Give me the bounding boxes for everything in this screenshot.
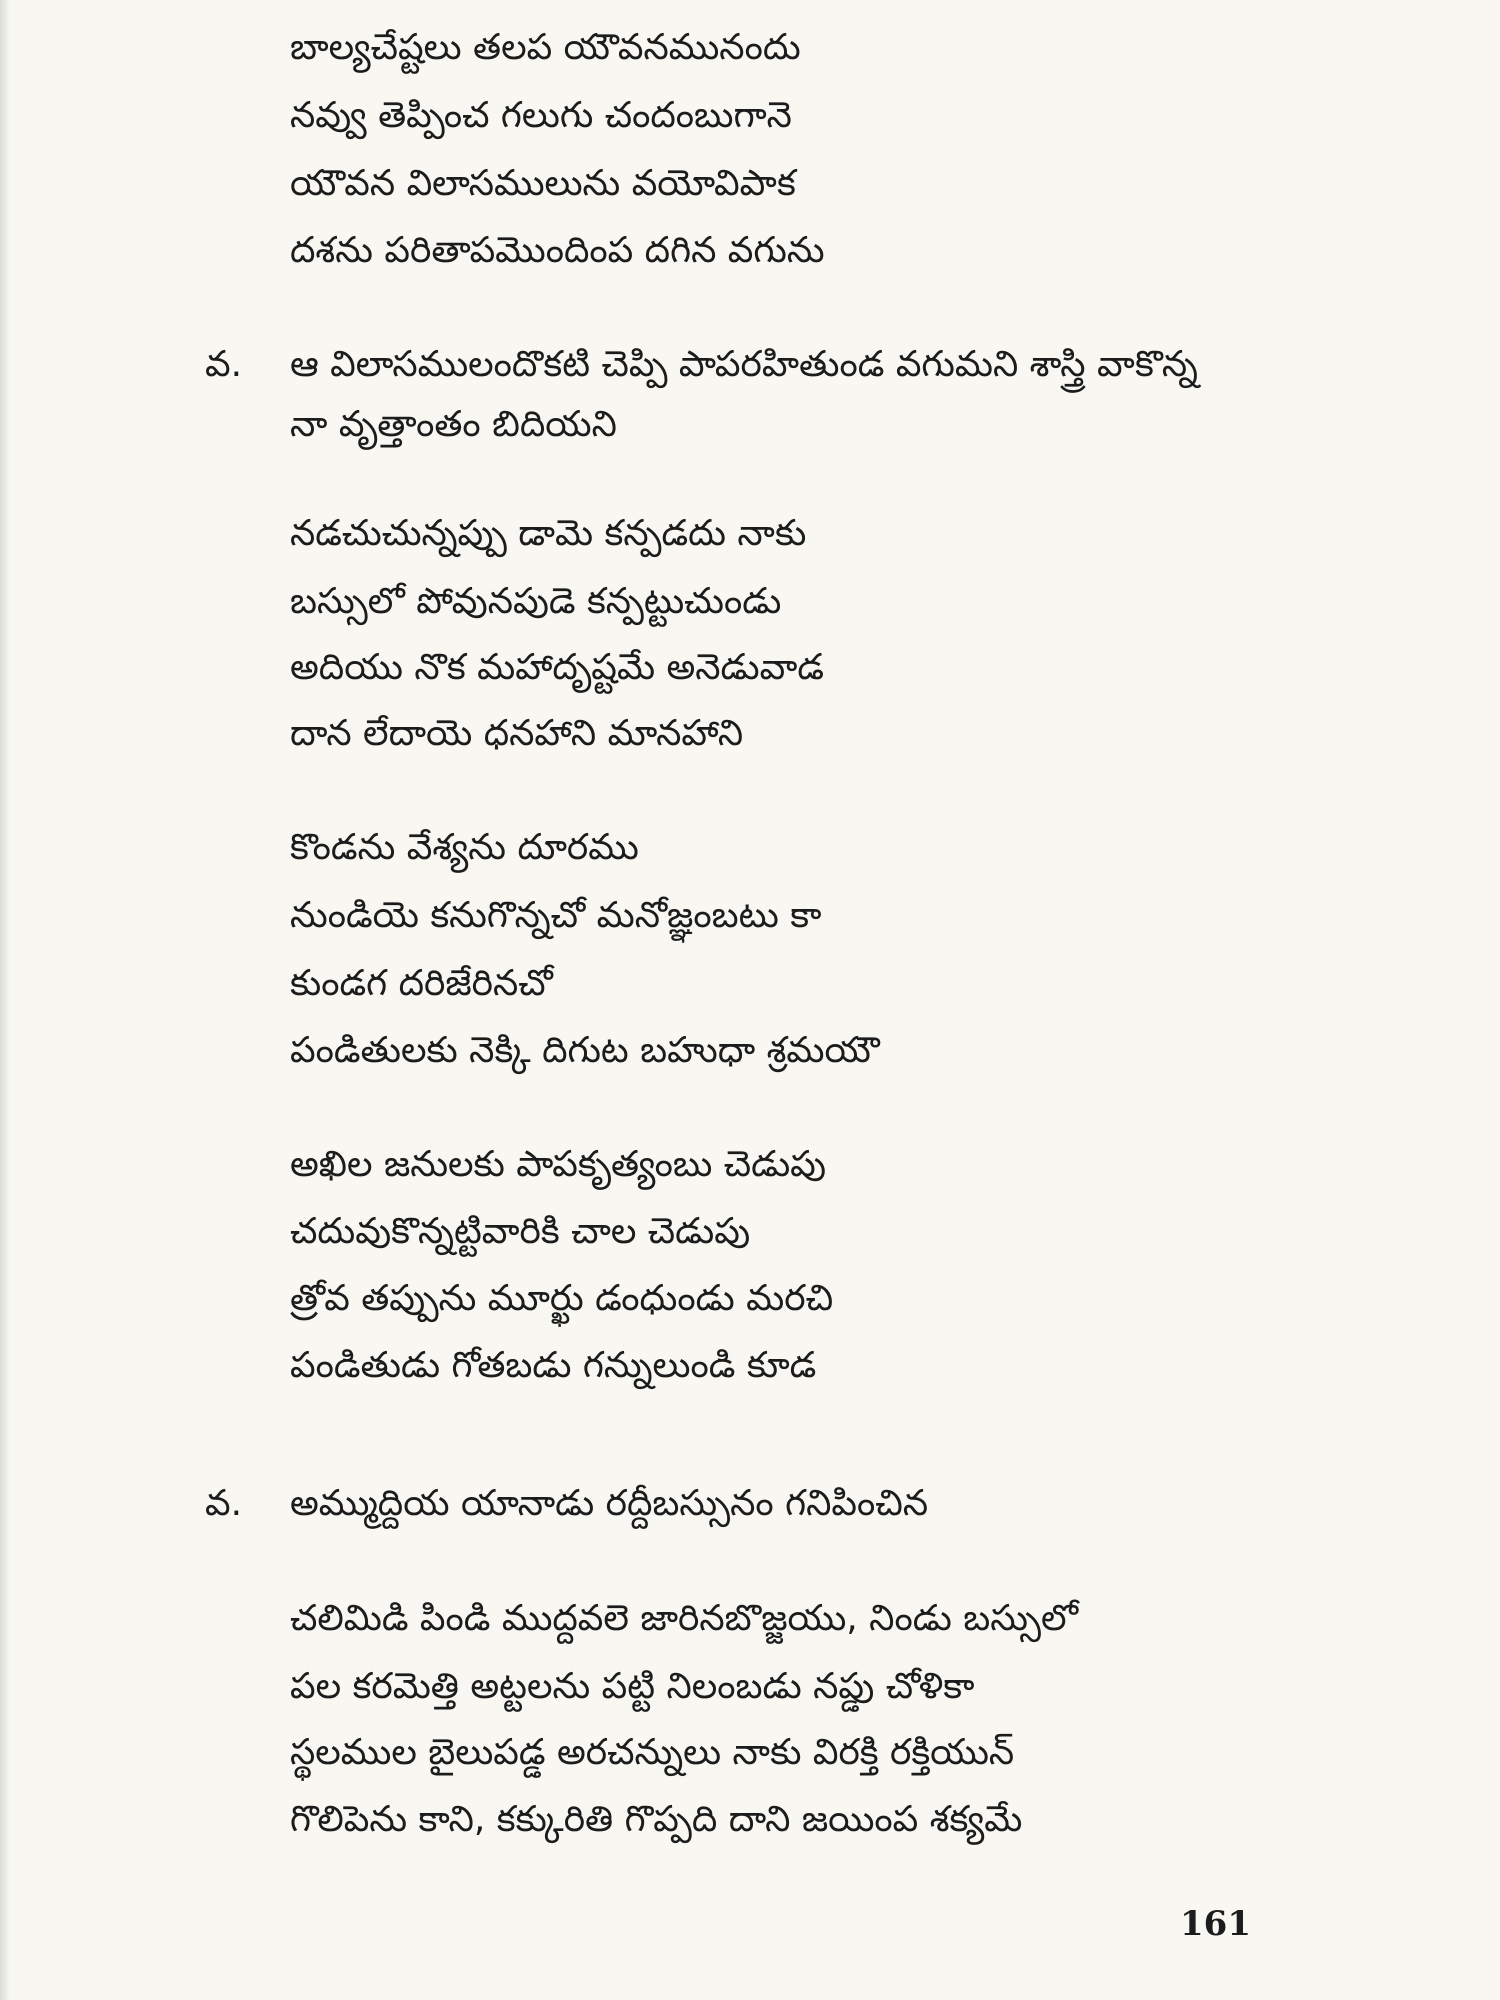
- stanza-3-line-4: పండితులకు నెక్కి దిగుట బహుధా శ్రమయౌ: [290, 1030, 880, 1071]
- stanza-4-line-4: పండితుడు గోతబడు గన్నులుండి కూడ: [290, 1345, 817, 1386]
- vachanam-marker-1: వ.: [205, 344, 243, 385]
- vachanam-marker-2: వ.: [205, 1483, 243, 1524]
- stanza-1-line-4: దశను పరితాపమొందింప దగిన వగును: [290, 230, 825, 271]
- stanza-5-line-1: చలిమిడి పిండి ముద్దవలె జారినబొజ్జయు, నిండు బస్సులో: [290, 1598, 1079, 1639]
- stanza-4-line-2: చదువుకొన్నట్టివారికి చాల చెడుపు: [290, 1211, 751, 1252]
- stanza-5-line-3: స్థలముల బైలుపడ్డ అరచన్నులు నాకు విరక్తి రక్తియున్: [290, 1732, 1015, 1773]
- vachanam-2-line-1: అమ్ముద్దియ యానాడు రద్దీబస్సునం గనిపించిన: [290, 1483, 929, 1524]
- stanza-5-line-2: పల కరమెత్తి అట్టలను పట్టి నిలంబడు నప్డు చోళికా: [290, 1666, 975, 1707]
- stanza-2-line-1: నడచుచున్నప్పు డామె కన్పడదు నాకు: [290, 513, 807, 554]
- stanza-2-line-2: బస్సులో పోవునపుడె కన్పట్టుచుండు: [290, 581, 782, 622]
- stanza-1-line-2: నవ్వు తెప్పించ గలుగు చందంబుగానె: [290, 95, 792, 136]
- stanza-4-line-3: త్రోవ తప్పును మూర్ఖు డంధుండు మరచి: [290, 1278, 834, 1319]
- stanza-1-line-1: బాల్యచేష్టలు తలప యౌవనమునందు: [290, 27, 801, 68]
- stanza-1-line-3: యౌవన విలాసములును వయోవిపాక: [290, 163, 796, 204]
- stanza-3-line-1: కొండను వేశ్యను దూరము: [290, 827, 639, 868]
- stanza-5-line-4: గొలిపెను కాని, కక్కురితి గొప్పది దాని జయింప శక్యమే: [290, 1799, 1023, 1840]
- vachanam-1-line-1: ఆ విలాసములందొకటి చెప్పి పాపరహితుండ వగుమని శాస్త్రి వాకొన్న: [290, 344, 1198, 385]
- stanza-3-line-3: కుండగ దరిజేరినచో: [290, 963, 553, 1004]
- vachanam-1-line-2: నా వృత్తాంతం బిదియని: [290, 404, 617, 445]
- stanza-4-line-1: అఖిల జనులకు పాపకృత్యంబు చెడుపు: [290, 1144, 827, 1185]
- stanza-2-line-4: దాన లేదాయె ధనహాని మానహాని: [290, 713, 744, 754]
- stanza-3-line-2: నుండియె కనుగొన్నచో మనోజ్ఞంబటు కా: [290, 895, 822, 936]
- page-number: 161: [1180, 1904, 1251, 1944]
- stanza-2-line-3: అదియు నొక మహాదృష్టమే అనెడువాడ: [290, 647, 825, 688]
- page-spine-shadow: [0, 0, 10, 2000]
